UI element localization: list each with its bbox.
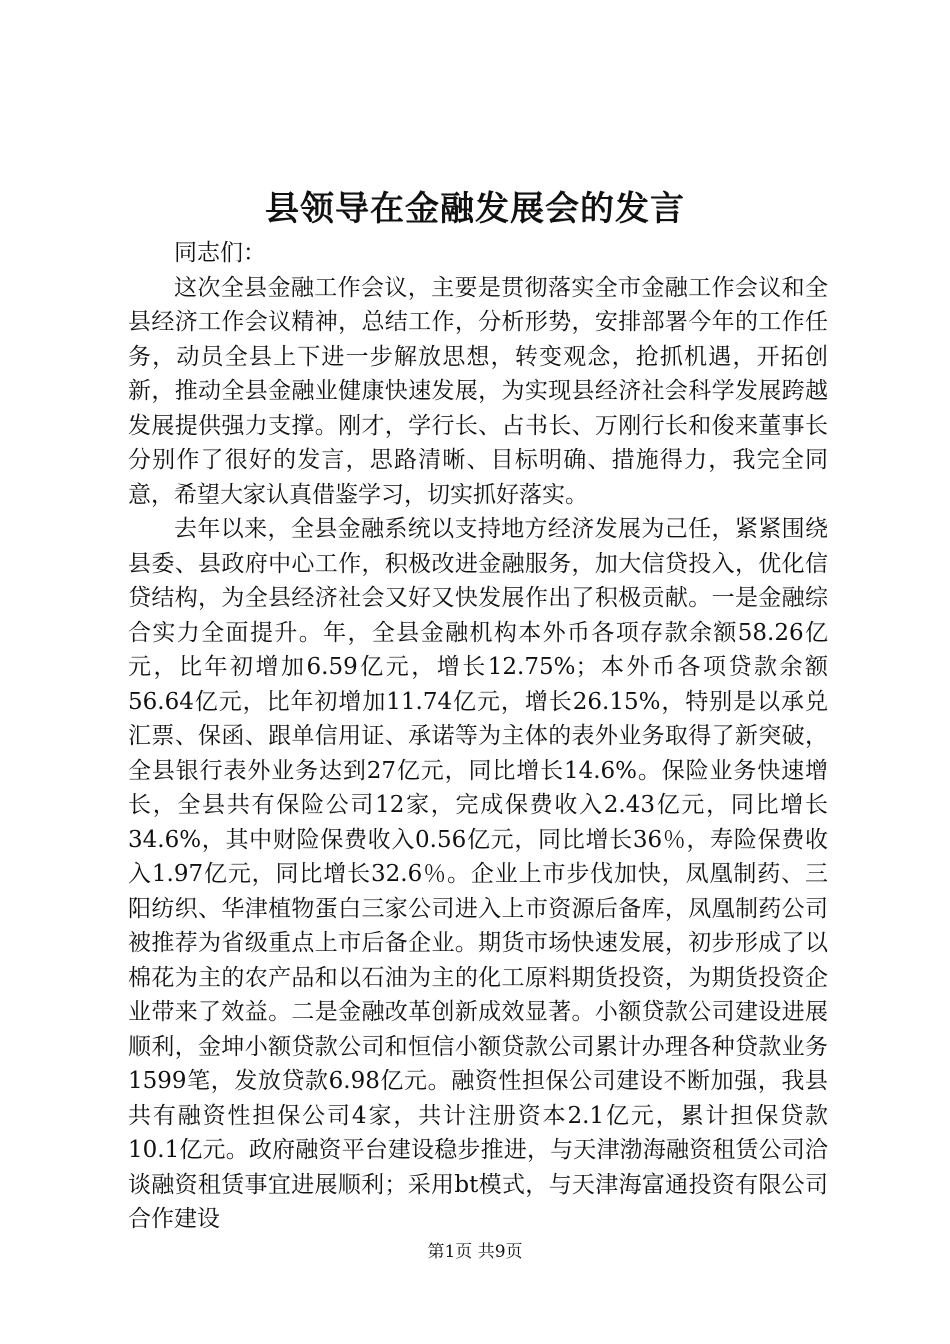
page-number: 第1页 共9页 bbox=[427, 1242, 523, 1262]
document-title: 县领导在金融发展会的发言 bbox=[265, 189, 685, 229]
paragraph-1: 这次全县金融工作会议，主要是贯彻落实全市金融工作会议和全县经济工作会议精神，总结工作，分析形势，安排部署今年的工作任务，动员全县上下进一步解放思想，转变观念，抢抓机遇，开拓创新，推动全县金融业健康快速发展，为实现县经济社会科学发展跨越发展提供强力支撑。刚才，学行长、占书长、万刚行长和俊来董事长分别作了很好的发言，思路清晰、目标明确、措施得力，我完全同意，希望大家认真借鉴学习，切实抓好落实。 bbox=[128, 274, 828, 508]
document-body bbox=[128, 236, 828, 1237]
paragraph-2: 去年以来，全县金融系统以支持地方经济发展为己任，紧紧围绕县委、县政府中心工作，积极改进金融服务，加大信贷投入，优化信贷结构，为全县经济社会又好又快发展作出了积极贡献。一是金融综合实力全面提升。年，全县金融机构本外币各项存款余额58.26亿元，比年初增加6.59亿元，增长12.75%；本外币各项贷款余额56.64亿元，比年初增加11.74亿元，增长26.15%，特别是以承兑汇票、保函、跟单信用证、承诺等为主体的表外业务取得了新突破，全县银行表外业务达到27亿元，同比增长14.6%。保险业务快速增长，全县共有保险公司12家，完成保费收入2.43亿元，同比增长34.6%，其中财险保费收入0.56亿元，同比增长36％，寿险保费收入1.97亿元，同比增长32.6％。企业上市步伐加快，凤凰制药、三阳纺织、华津植物蛋白三家公司进入上市资源后备库，凤凰制药公司被推荐为省级重点上市后备企业。期货市场快速发展，初步形成了以棉花为主的农产品和以石油为主的化工原料期货投资，为期货投资企业带来了效益。二是金融改革创新成效显著。小额贷款公司建设进展顺利，金坤小额贷款公司和恒信小额贷款公司累计办理各种贷款业务1599笔，发放贷款6.98亿元。融资性担保公司建设不断加强，我县共有融资性担保公司4家，共计注册资本2.1亿元，累计担保贷款10.1亿元。政府融资平台建设稳步推进，与天津渤海融资租赁公司洽谈融资租赁事宜进展顺利；采用bt模式，与天津海富通投资有限公司合作建设 bbox=[128, 516, 828, 1232]
salutation: 同志们： bbox=[174, 240, 266, 266]
